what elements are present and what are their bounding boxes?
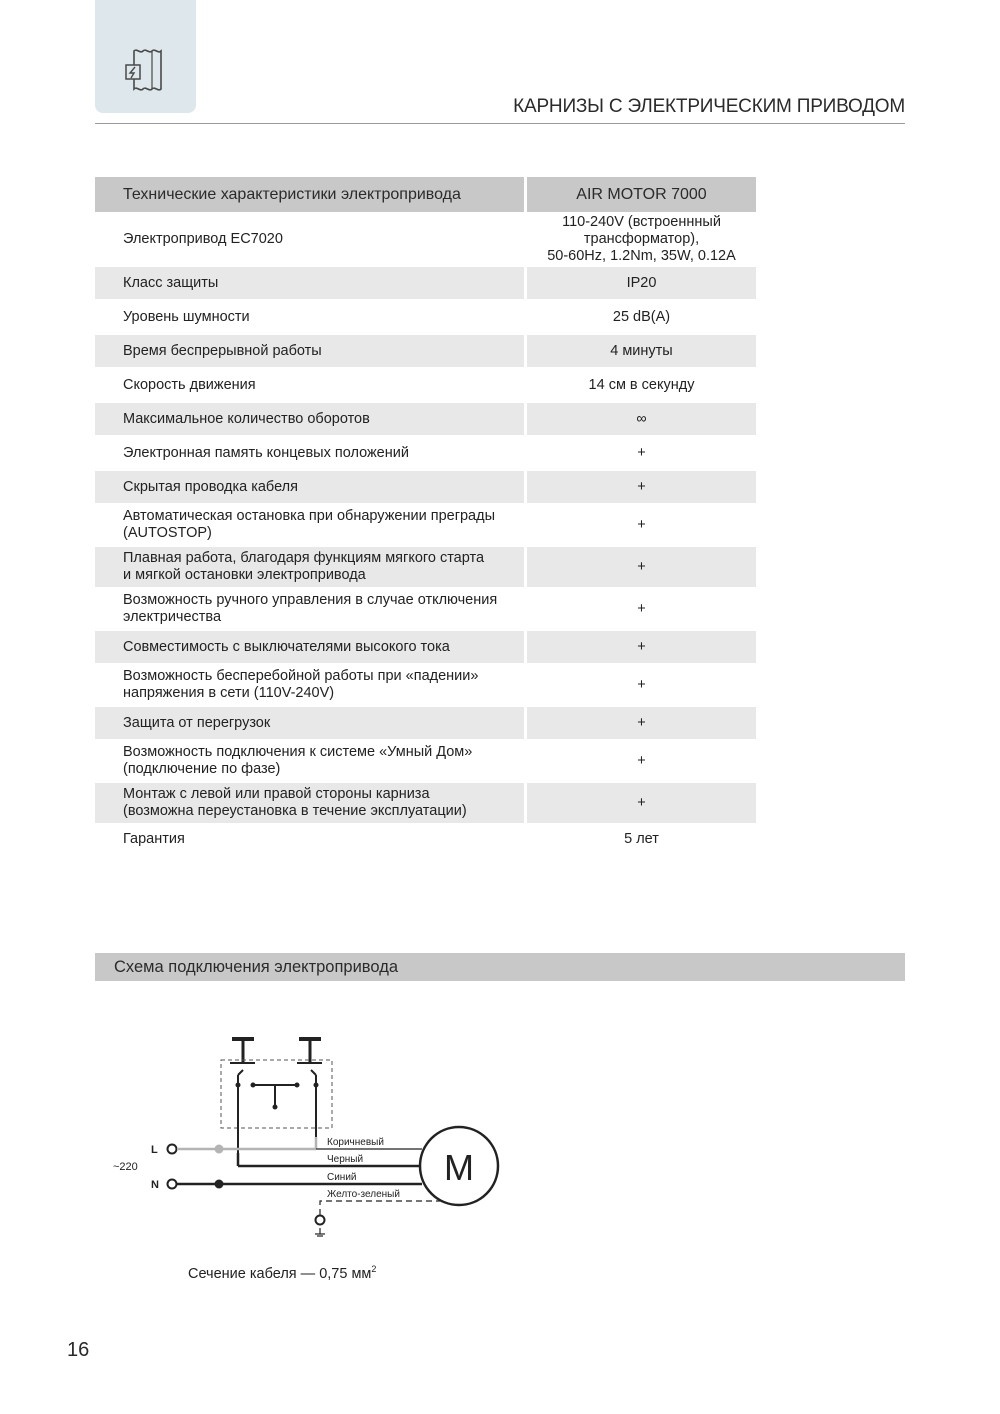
ground-icon bbox=[315, 1228, 325, 1236]
switch-button-left bbox=[230, 1037, 255, 1063]
wire-label-brown: Коричневый bbox=[327, 1137, 384, 1148]
spec-row bbox=[95, 301, 756, 333]
section-title: КАРНИЗЫ С ЭЛЕКТРИЧЕСКИМ ПРИВОДОМ bbox=[513, 96, 905, 117]
switch-internals bbox=[238, 1070, 316, 1153]
spec-row-value bbox=[524, 825, 756, 853]
wire-label-blue: Синий bbox=[327, 1172, 357, 1183]
spec-row-value bbox=[524, 267, 756, 299]
spec-row-name-line: Возможность бесперебойной работы при «падении» bbox=[123, 668, 479, 684]
spec-row-value-line: + bbox=[637, 752, 646, 769]
wiring-diagram bbox=[100, 1025, 520, 1240]
spec-row-name-line: Гарантия bbox=[123, 830, 185, 847]
spec-row-name-line: Класс защиты bbox=[123, 274, 219, 291]
spec-row-name-line: Максимальное количество оборотов bbox=[123, 410, 370, 427]
spec-row-name bbox=[95, 403, 524, 435]
spec-row-name bbox=[95, 301, 524, 333]
spec-row bbox=[95, 335, 756, 367]
spec-row bbox=[95, 631, 756, 663]
spec-row bbox=[95, 471, 756, 503]
spec-row-name bbox=[95, 437, 524, 469]
cable-note-text: Сечение кабеля — 0,75 мм bbox=[188, 1265, 372, 1282]
wire-yellow-green bbox=[320, 1201, 440, 1215]
section-tab bbox=[95, 0, 196, 113]
spec-row bbox=[95, 369, 756, 401]
spec-row-value bbox=[524, 403, 756, 435]
spec-row bbox=[95, 589, 756, 629]
spec-row-value bbox=[524, 589, 756, 629]
spec-table bbox=[95, 175, 756, 855]
scheme-heading-bar bbox=[95, 953, 905, 981]
spec-row-name-line: Плавная работа, благодаря функциям мягкого старта bbox=[123, 550, 485, 566]
switch-button-right bbox=[297, 1037, 322, 1063]
spec-row-name-line: и мягкой остановки электропривода bbox=[123, 567, 366, 583]
spec-row-value-line: 5 лет bbox=[624, 830, 659, 847]
spec-row-value-line: ∞ bbox=[636, 410, 647, 427]
spec-row-name bbox=[95, 547, 524, 587]
spec-row-value bbox=[524, 301, 756, 333]
spec-row-name-line: Совместимость с выключателями высокого тока bbox=[123, 638, 450, 655]
spec-row-name bbox=[95, 505, 524, 545]
spec-header-name: Технические характеристики электропривода bbox=[95, 177, 524, 212]
page-number: 16 bbox=[67, 1339, 90, 1361]
spec-row-name-line: Скрытая проводка кабеля bbox=[123, 478, 298, 495]
spec-row-value-line: 4 минуты bbox=[610, 342, 673, 359]
spec-row bbox=[95, 547, 756, 587]
spec-row-name bbox=[95, 741, 524, 781]
curtain-electric-icon bbox=[122, 45, 166, 97]
spec-row-value-line: + bbox=[637, 714, 646, 731]
motor-label: M bbox=[444, 1147, 474, 1188]
voltage-label: ~220 bbox=[113, 1161, 138, 1173]
spec-row-value-line: + bbox=[637, 516, 646, 533]
spec-row-value bbox=[524, 437, 756, 469]
header-divider bbox=[95, 123, 905, 124]
cable-note-superscript: 2 bbox=[371, 1264, 377, 1274]
spec-row-value bbox=[524, 369, 756, 401]
terminal-l bbox=[168, 1145, 177, 1154]
spec-row-value-line: + bbox=[637, 600, 646, 617]
spec-row-name-line: напряжения в сети (110V-240V) bbox=[123, 685, 335, 701]
spec-row-value bbox=[524, 505, 756, 545]
spec-row-name bbox=[95, 783, 524, 823]
spec-row-value-line: IP20 bbox=[626, 274, 657, 291]
spec-row-name bbox=[95, 825, 524, 853]
spec-row-value-line: 14 см в секунду bbox=[588, 376, 695, 393]
spec-row bbox=[95, 505, 756, 545]
spec-row-name bbox=[95, 335, 524, 367]
spec-row-name bbox=[95, 471, 524, 503]
spec-row-name bbox=[95, 665, 524, 705]
cable-section-note bbox=[188, 1264, 376, 1282]
spec-row-name-line: Автоматическая остановка при обнаружении преграды bbox=[123, 508, 495, 524]
spec-row-name bbox=[95, 631, 524, 663]
spec-row-name-line: Возможность ручного управления в случае отключения bbox=[123, 592, 498, 608]
spec-row bbox=[95, 665, 756, 705]
spec-table-header bbox=[95, 177, 756, 212]
wire-label-yellow-green: Желто-зеленый bbox=[327, 1189, 400, 1200]
spec-row-name-line: Защита от перегрузок bbox=[123, 714, 271, 731]
spec-row-value bbox=[524, 665, 756, 705]
scheme-title: Схема подключения электропривода bbox=[114, 958, 399, 976]
spec-row bbox=[95, 267, 756, 299]
spec-row-name-line: (подключение по фазе) bbox=[123, 761, 281, 777]
terminal-n bbox=[168, 1180, 177, 1189]
terminal-n-label: N bbox=[151, 1179, 159, 1191]
spec-row-value bbox=[524, 741, 756, 781]
spec-row-value bbox=[524, 547, 756, 587]
spec-row-value-line: трансформатор), bbox=[583, 231, 700, 247]
spec-row bbox=[95, 825, 756, 853]
spec-row-value-line: + bbox=[637, 638, 646, 655]
spec-row-value-line: + bbox=[637, 444, 646, 461]
ground-terminal bbox=[316, 1216, 325, 1225]
spec-row-name bbox=[95, 707, 524, 739]
spec-row-name bbox=[95, 267, 524, 299]
spec-row-value-line: + bbox=[637, 676, 646, 693]
spec-row-name bbox=[95, 589, 524, 629]
spec-row-value bbox=[524, 471, 756, 503]
spec-row-name-line: Электропривод EC7020 bbox=[123, 231, 283, 247]
spec-row-value-line: 25 dB(A) bbox=[612, 308, 671, 325]
spec-row bbox=[95, 707, 756, 739]
spec-row bbox=[95, 214, 756, 265]
spec-row-value-line: 110-240V (встроеннный bbox=[562, 214, 721, 230]
spec-row-name bbox=[95, 214, 524, 265]
spec-row-value-line: + bbox=[637, 794, 646, 811]
spec-row-name-line: электричества bbox=[123, 609, 222, 625]
spec-row-value bbox=[524, 335, 756, 367]
wire-label-black: Черный bbox=[327, 1154, 364, 1165]
spec-row bbox=[95, 741, 756, 781]
terminal-l-label: L bbox=[151, 1144, 158, 1156]
spec-row bbox=[95, 403, 756, 435]
spec-row-name bbox=[95, 369, 524, 401]
spec-row bbox=[95, 783, 756, 823]
spec-row-name-line: Монтаж с левой или правой стороны карниза bbox=[123, 786, 430, 802]
spec-header-model: AIR MOTOR 7000 bbox=[524, 177, 756, 212]
spec-row-value bbox=[524, 707, 756, 739]
spec-row-name-line: Уровень шумности bbox=[123, 308, 250, 325]
spec-row-name-line: Электронная память концевых положений bbox=[123, 444, 409, 461]
spec-row-value-line: 50-60Hz, 1.2Nm, 35W, 0.12A bbox=[547, 248, 736, 264]
spec-row-value bbox=[524, 214, 756, 265]
spec-row-name-line: (AUTOSTOP) bbox=[123, 525, 212, 541]
spec-row-value bbox=[524, 631, 756, 663]
spec-row-name-line: Возможность подключения к системе «Умный Дом» bbox=[123, 744, 473, 760]
spec-row-value-line: + bbox=[637, 478, 646, 495]
spec-row-value-line: + bbox=[637, 558, 646, 575]
spec-row-name-line: Время беспрерывной работы bbox=[123, 342, 322, 359]
spec-row-name-line: (возможна переустановка в течение эксплуатации) bbox=[123, 803, 467, 819]
spec-row-value bbox=[524, 783, 756, 823]
spec-row bbox=[95, 437, 756, 469]
spec-row-name-line: Скорость движения bbox=[123, 376, 256, 393]
